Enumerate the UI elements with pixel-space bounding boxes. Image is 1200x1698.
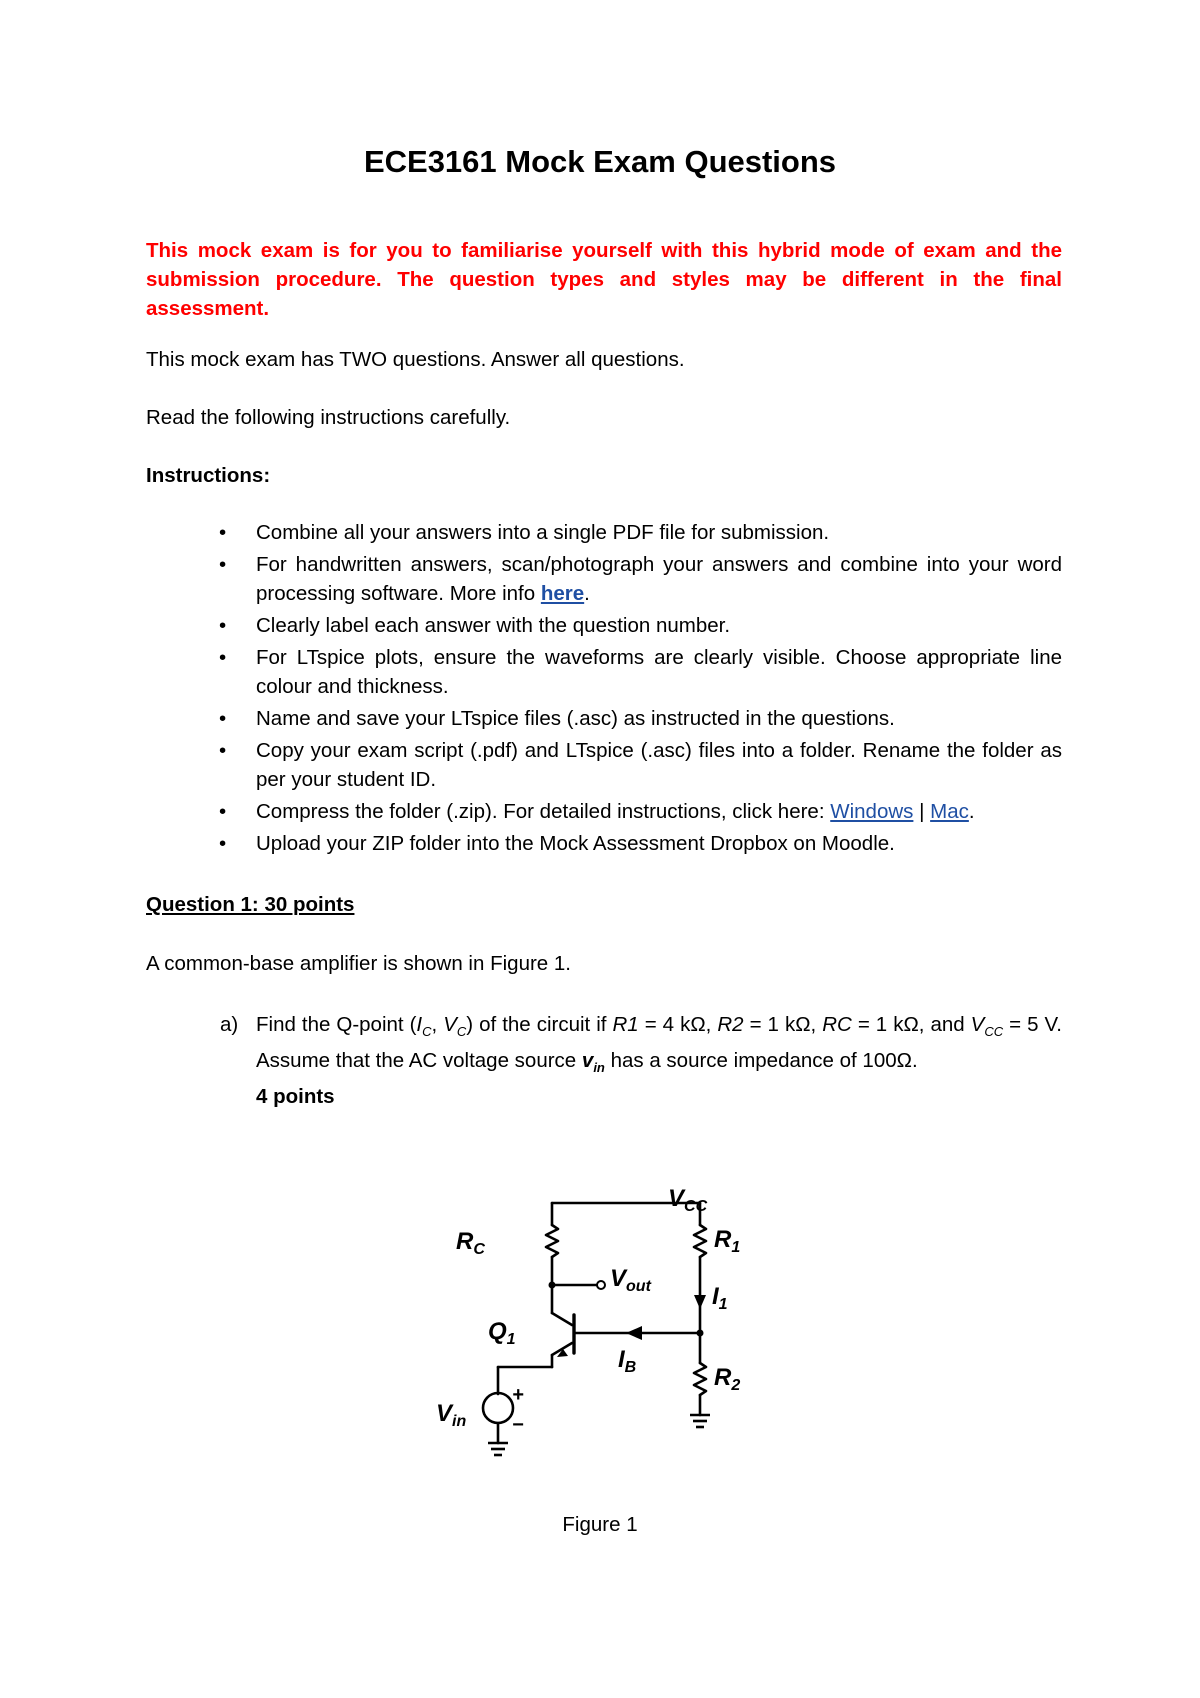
circuit-diagram <box>430 1175 770 1495</box>
list-item <box>146 550 1062 608</box>
exam-notice: This mock exam is for you to familiarise yourself with this hybrid mode of exam and the submission procedure. The question types and styles may be different in the final assessment. <box>146 239 1062 320</box>
list-item <box>146 704 1062 733</box>
bullet-icon: • <box>219 739 227 762</box>
rc-label: $R_C$ <box>456 1228 485 1258</box>
vout-label: $V_{out}$ <box>610 1265 651 1295</box>
list-item <box>146 518 1062 547</box>
subscript: C <box>456 1024 467 1040</box>
text-run: has a source impedance of 100Ω. <box>604 1049 918 1073</box>
ground-icon <box>690 1415 710 1427</box>
text-run: = 1 kΩ, <box>743 1013 823 1036</box>
text-run: = 4 kΩ, <box>638 1013 718 1036</box>
part-a-text <box>256 1010 1062 1111</box>
instruction-text: Clearly label each answer with the question number. <box>256 614 731 637</box>
subscript: in <box>593 1060 605 1076</box>
instruction-text-end: . <box>968 800 975 823</box>
ib-label: $I_B$ <box>618 1346 637 1376</box>
node-dot <box>697 1330 704 1337</box>
minus-sign: − <box>512 1414 524 1436</box>
part-label: a) <box>220 1013 239 1036</box>
mac-link[interactable]: Mac <box>930 800 969 823</box>
text-run: ) of the circuit if <box>466 1013 613 1036</box>
figure-caption: Figure 1 <box>562 1513 638 1536</box>
instructions-heading: Instructions: <box>146 464 271 487</box>
symbol-vcc: V <box>970 1013 985 1036</box>
list-item <box>146 643 1062 701</box>
symbol-vin: v <box>581 1049 594 1073</box>
text-run: = 1 kΩ, and <box>851 1013 971 1036</box>
instruction-text: Name and save your LTspice files (.asc) as instructed in the questions. <box>256 707 895 730</box>
link-separator: | <box>913 800 931 823</box>
text-run: Find the Q-point ( <box>256 1013 417 1036</box>
question-1-heading: Question 1: 30 points <box>146 893 355 916</box>
list-item <box>146 736 1062 794</box>
symbol-vc: V <box>443 1013 457 1036</box>
text-run: , <box>431 1013 444 1036</box>
instruction-text: For handwritten answers, scan/photograph your answers and combine into your word processing software. More info <box>256 553 1062 605</box>
bullet-icon: • <box>219 614 227 637</box>
vcc-label: $V_{CC}$ <box>668 1185 708 1215</box>
collector-lead <box>552 1313 572 1325</box>
i1-label: $I_1$ <box>712 1283 728 1313</box>
bullet-icon: • <box>219 646 227 669</box>
points-label: 4 points <box>256 1085 335 1109</box>
page-title: ECE3161 Mock Exam Questions <box>363 144 837 179</box>
vin-label: $V_{in}$ <box>436 1400 467 1430</box>
instruction-text: Copy your exam script (.pdf) and LTspice (.asc) files into a folder. Rename the folder as per your student ID. <box>256 739 1062 791</box>
r1-resistor-icon <box>694 1225 706 1257</box>
list-item <box>146 611 1062 640</box>
node-dot <box>549 1282 556 1289</box>
r2-resistor-icon <box>694 1363 706 1395</box>
symbol-rc: RC <box>822 1013 852 1036</box>
ground-icon <box>488 1443 508 1455</box>
subscript: CC <box>984 1024 1004 1040</box>
instruction-text-end: . <box>584 582 590 605</box>
instruction-text: Combine all your answers into a single PDF file for submission. <box>256 521 830 544</box>
text-run: = 5 V. Assume that the AC voltage source <box>256 1013 1062 1073</box>
question-1-intro: A common-base amplifier is shown in Figure 1. <box>146 952 571 975</box>
r2-label: $R_2$ <box>714 1364 741 1394</box>
symbol-r1: R1 <box>612 1013 639 1036</box>
bullet-icon: • <box>219 707 227 730</box>
bullet-icon: • <box>219 832 227 855</box>
intro-questions-count: This mock exam has TWO questions. Answer all questions. <box>146 348 685 371</box>
symbol-r2: R2 <box>717 1013 744 1036</box>
output-terminal <box>597 1281 605 1289</box>
voltage-source-icon <box>483 1393 513 1423</box>
r1-label: $R_1$ <box>714 1226 741 1256</box>
instruction-text: Compress the folder (.zip). For detailed instructions, click here: <box>256 800 831 823</box>
windows-link[interactable]: Windows <box>830 800 914 823</box>
list-item <box>146 829 1062 858</box>
current-arrow-i1-icon <box>694 1295 706 1309</box>
list-item <box>146 797 1062 826</box>
symbol-ic: I <box>416 1013 423 1036</box>
instructions-list <box>146 518 1062 861</box>
q1-label: $Q_1$ <box>488 1318 516 1348</box>
bullet-icon: • <box>219 553 227 576</box>
more-info-link[interactable]: here <box>540 582 585 605</box>
rc-resistor-icon <box>546 1225 558 1257</box>
intro-read-instructions: Read the following instructions carefully. <box>146 406 511 429</box>
bullet-icon: • <box>219 521 227 544</box>
instruction-text: Upload your ZIP folder into the Mock Assessment Dropbox on Moodle. <box>256 832 895 855</box>
plus-sign: + <box>512 1384 524 1406</box>
subscript: C <box>422 1024 432 1040</box>
current-arrow-ib-icon <box>626 1326 642 1340</box>
instruction-text: For LTspice plots, ensure the waveforms are clearly visible. Choose appropriate line colour and thickness. <box>256 646 1062 698</box>
bullet-icon: • <box>219 800 227 823</box>
